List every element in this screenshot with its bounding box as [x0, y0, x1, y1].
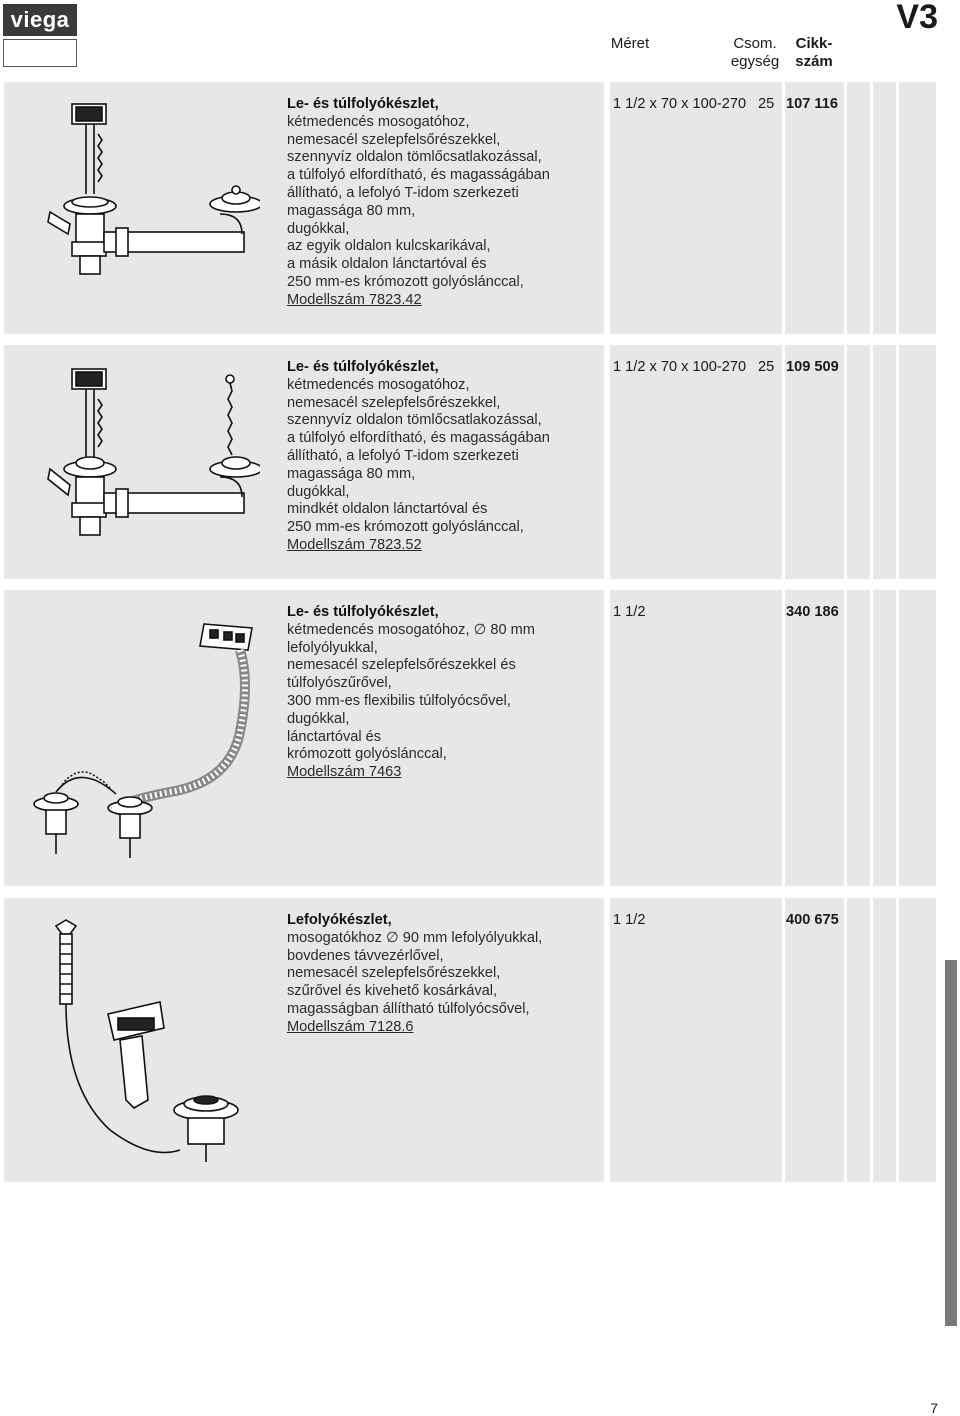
column-header-cikk-line2: szám: [795, 53, 833, 70]
product-size: 1 1/2: [613, 912, 646, 928]
column-divider: [896, 345, 899, 579]
column-divider: [896, 590, 899, 886]
description-line: a másik oldalon lánctartóval és: [287, 256, 487, 273]
model-number: Modellszám 7823.42: [287, 291, 422, 308]
description-line: nemesacél szelepfelsőrészekkel,: [287, 965, 501, 982]
model-number: Modellszám 7128.6: [287, 1018, 414, 1035]
description-line: kétmedencés mosogatóhoz, ∅ 80 mm: [287, 621, 535, 638]
description-line: lánctartóval és: [287, 728, 382, 745]
article-number: 340 186: [786, 604, 839, 620]
description-line: lefolyólyukkal,: [287, 639, 378, 656]
column-header-cikk-line1: Cikk-: [795, 35, 833, 52]
description-line: nemesacél szelepfelsőrészekkel,: [287, 131, 501, 148]
logo-box: [3, 39, 77, 67]
product-size: 1 1/2: [613, 604, 646, 620]
description-line: magasságban állítható túlfolyócsővel,: [287, 1000, 530, 1017]
description-line: szennyvíz oldalon tömlőcsatlakozással,: [287, 412, 542, 429]
column-divider: [782, 82, 785, 334]
column-header-csom: [720, 35, 790, 71]
product-cell-data: [610, 82, 936, 334]
page-number: 7: [930, 1400, 938, 1416]
description-line: túlfolyószűrővel,: [287, 675, 392, 692]
column-divider: [844, 345, 847, 579]
product-unit: 25: [758, 96, 775, 112]
model-number: Modellszám 7823.52: [287, 536, 422, 553]
description-line: dugókkal,: [287, 220, 350, 237]
column-divider: [844, 590, 847, 886]
product-row-4: [4, 898, 936, 1182]
article-number: 400 675: [786, 912, 839, 928]
column-divider: [870, 82, 873, 334]
column-divider: [870, 345, 873, 579]
column-header-csom-line1: Csom.: [733, 35, 777, 52]
model-number: Modellszám 7463: [287, 764, 402, 781]
column-divider: [782, 345, 785, 579]
description-line: 300 mm-es flexibilis túlfolyócsővel,: [287, 692, 511, 709]
description-line: dugókkal,: [287, 483, 350, 500]
column-divider: [870, 898, 873, 1182]
column-divider: [844, 82, 847, 334]
drain-set-illustration: [20, 602, 260, 862]
drain-set-illustration: [20, 910, 260, 1170]
column-divider: [782, 590, 785, 886]
product-row-1: [4, 82, 936, 334]
description-line: 250 mm-es krómozott golyóslánccal,: [287, 519, 524, 536]
column-divider: [782, 898, 785, 1182]
description-line: nemesacél szelepfelsőrészekkel és: [287, 657, 516, 674]
description-line: szűrővel és kivehető kosárkával,: [287, 983, 498, 1000]
page-code: V3: [896, 0, 938, 36]
description-line: állítható, a lefolyó T-idom szerkezeti: [287, 447, 519, 464]
product-size: 1 1/2 x 70 x 100-270: [613, 359, 747, 375]
description-line: magassága 80 mm,: [287, 202, 416, 219]
column-divider: [896, 898, 899, 1182]
description-line: szennyvíz oldalon tömlőcsatlakozással,: [287, 149, 542, 166]
product-title: Le- és túlfolyókészlet,: [287, 96, 439, 112]
product-row-2: [4, 345, 936, 579]
product-title: Le- és túlfolyókészlet,: [287, 359, 439, 375]
column-divider: [896, 82, 899, 334]
description-line: 250 mm-es krómozott golyóslánccal,: [287, 273, 524, 290]
description-line: mosogatókhoz ∅ 90 mm lefolyólyukkal,: [287, 929, 543, 946]
product-unit: 25: [758, 359, 775, 375]
column-divider: [870, 590, 873, 886]
column-header-csom-line2: egység: [730, 53, 780, 70]
product-cell-data: [610, 345, 936, 579]
product-cell-data: [610, 898, 936, 1182]
drain-set-illustration: [20, 94, 260, 284]
description-line: krómozott golyóslánccal,: [287, 746, 447, 763]
description-line: dugókkal,: [287, 710, 350, 727]
drain-set-illustration: [20, 357, 260, 547]
product-size: 1 1/2 x 70 x 100-270: [613, 96, 747, 112]
product-description: [287, 96, 597, 310]
product-description: [287, 912, 597, 1037]
description-line: nemesacél szelepfelsőrészekkel,: [287, 394, 501, 411]
description-line: bovdenes távvezérlővel,: [287, 947, 444, 964]
column-divider: [844, 898, 847, 1182]
description-line: a túlfolyó elfordítható, és magasságában: [287, 430, 550, 447]
column-header-meret: Méret: [610, 35, 650, 52]
description-line: mindkét oldalon lánctartóval és: [287, 501, 488, 518]
description-line: magassága 80 mm,: [287, 465, 416, 482]
column-header-cikkszam: [786, 35, 842, 71]
description-line: az egyik oldalon kulcskarikával,: [287, 238, 491, 255]
product-title: Le- és túlfolyókészlet,: [287, 604, 439, 620]
description-line: a túlfolyó elfordítható, és magasságában: [287, 167, 550, 184]
description-line: kétmedencés mosogatóhoz,: [287, 376, 470, 393]
viega-logo: [3, 4, 77, 66]
description-line: állítható, a lefolyó T-idom szerkezeti: [287, 184, 519, 201]
product-description: [287, 359, 597, 555]
section-tab-marker: [945, 960, 957, 1326]
article-number: 107 116: [786, 96, 838, 112]
product-description: [287, 604, 597, 782]
product-cell-data: [610, 590, 936, 886]
product-title: Lefolyókészlet,: [287, 912, 392, 928]
product-row-3: [4, 590, 936, 886]
article-number: 109 509: [786, 359, 839, 375]
logo-wordmark: viega: [3, 4, 77, 36]
description-line: kétmedencés mosogatóhoz,: [287, 113, 470, 130]
